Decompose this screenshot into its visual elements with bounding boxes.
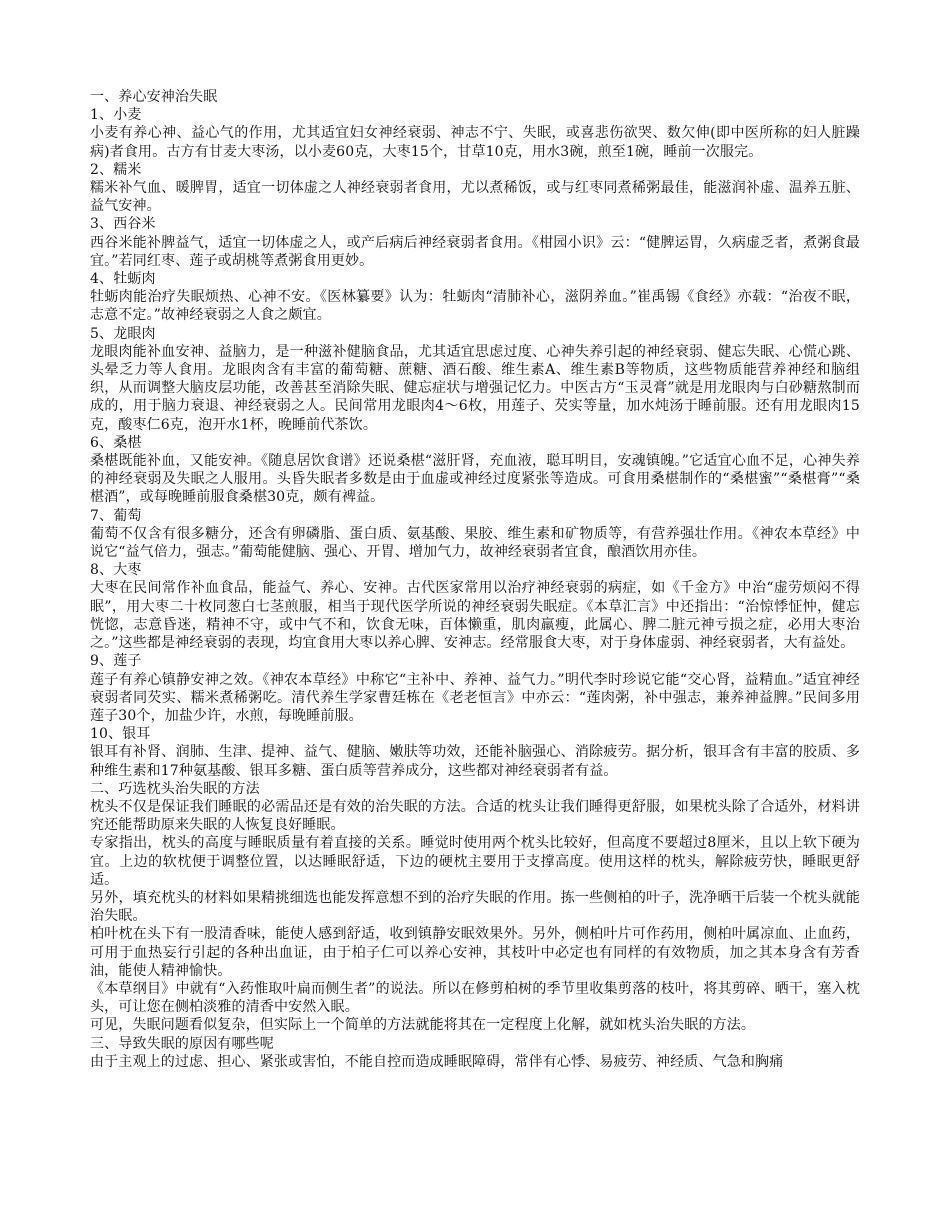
paragraph-bencao-gangmu: 《本草纲目》中就有“入药惟取叶扁而侧生者”的说法。所以在修剪柏树的季节里收集剪落的枝叶，将其剪碎、晒干，塞入枕头，可让您在侧柏淡雅的清香中安然入眠。 [90, 980, 860, 1016]
paragraph-pillow-height: 专家指出，枕头的高度与睡眠质量有着直接的关系。睡觉时使用两个枕头比较好，但高度不要超过8厘米，且以上软下硬为宜。上边的软枕便于调整位置，以达睡眠舒适，下边的硬枕主要用于支撑高度。使用这样的枕头，解除疲劳快，睡眠更舒适。 [90, 835, 860, 888]
paragraph-mulberry: 桑椹既能补血，又能安神。《随息居饮食谱》还说桑椹“滋肝肾，充血液，聪耳明目，安魂镇魄。”它适宜心血不足，心神失养的神经衰弱及失眠之人服用。头昏失眠者多数是由于血虚或神经过度紧张等造成。可食用桑椹制作的“桑椹蜜”“桑椹膏”“桑椹酒”，或每晚睡前服食桑椹30克，颇有裨益。 [90, 453, 860, 506]
paragraph-causes: 由于主观上的过虑、担心、紧张或害怕，不能自控而造成睡眠障碍，常伴有心悸、易疲劳、神经质、气急和胸痛 [90, 1053, 784, 1070]
paragraph-wheat: 小麦有养心神、益心气的作用，尤其适宜妇女神经衰弱、神志不宁、失眠，或喜悲伤欲哭、数欠伸(即中医所称的妇人脏躁病)者食用。古方有甘麦大枣汤，以小麦60克，大枣15个，甘草10克，用水3碗，煎至1碗，睡前一次服完。 [90, 125, 860, 160]
item-heading-wheat: 1、小麦 [90, 107, 142, 124]
item-heading-longan: 5、龙眼肉 [90, 325, 156, 342]
paragraph-tremella: 银耳有补肾、润肺、生津、提神、益气、健脑、嫩肤等功效，还能补脑强心、消除疲劳。据分析，银耳含有丰富的胶质、多种维生素和17种氨基酸、银耳多糖、蛋白质等营养成分，这些都对神经衰弱者有益。 [90, 744, 860, 779]
item-heading-grape: 7、葡萄 [90, 507, 142, 524]
paragraph-grape: 葡萄不仅含有很多糖分，还含有卵磷脂、蛋白质、氨基酸、果胶、维生素和矿物质等，有营养强壮作用。《神农本草经》中说它“益气倍力，强志。”葡萄能健脑、强心、开胃、增加气力，故神经衰弱者宜食，酿酒饮用亦佳。 [90, 525, 860, 561]
item-heading-sago: 3、西谷米 [90, 216, 156, 233]
paragraph-cypress-pillow: 柏叶枕在头下有一股清香味，能使人感到舒适，收到镇静安眠效果外。另外，侧柏叶片可作药用，侧柏叶属凉血、止血药，可用于血热妄行引起的各种出血证，由于柏子仁可以养心安神，其枝叶中必定也有同样的有效物质，加之其本身含有芳香油，能使人精神愉快。 [90, 926, 860, 979]
paragraph-lotus-seed: 莲子有养心镇静安神之效。《神农本草经》中称它“主补中、养神、益气力。”明代李时珍说它能“交心肾，益精血。”适宜神经衰弱者同芡实、糯米煮稀粥吃。清代养生学家曹廷栋在《老老恒言》中亦云：“莲肉粥，补中强志，兼养神益脾。”民间多用莲子30个，加盐少许，水煎，每晚睡前服。 [90, 671, 860, 724]
item-heading-jujube: 8、大枣 [90, 562, 142, 579]
section-heading-2: 二、巧选枕头治失眠的方法 [90, 780, 260, 797]
item-heading-oyster: 4、牡蛎肉 [90, 271, 156, 288]
paragraph-glutinous-rice: 糯米补气血、暖脾胃，适宜一切体虚之人神经衰弱者食用，尤以煮稀饭，或与红枣同煮稀粥最佳，能滋润补虚、温养五脏、益气安神。 [90, 180, 860, 215]
item-heading-glutinous-rice: 2、糯米 [90, 161, 142, 178]
item-heading-mulberry: 6、桑椹 [90, 434, 142, 451]
paragraph-pillow-intro: 枕头不仅是保证我们睡眠的必需品还是有效的治失眠的方法。合适的枕头让我们睡得更舒服，如果枕头除了合适外，材料讲究还能帮助原来失眠的人恢复良好睡眠。 [90, 798, 860, 834]
paragraph-jujube: 大枣在民间常作补血食品，能益气、养心、安神。古代医家常用以治疗神经衰弱的病症，如《千金方》中治“虚劳烦闷不得眠”，用大枣二十枚同葱白七茎煎服，相当于现代医学所说的神经衰弱失眠症。《本草汇言》中还指出：“治惊悸怔忡，健忘恍惚，志意昏迷，精神不守，或中气不和，饮食无味，百体懒重，肌肉羸瘦，此属心、脾二脏元神亏损之症，必用大枣治之。”这些都是神经衰弱的表现，均宜食用大枣以养心脾、安神志。经常服食大枣，对于身体虚弱、神经衰弱者，大有益处。 [90, 580, 860, 652]
paragraph-pillow-filling: 另外，填充枕头的材料如果精挑细选也能发挥意想不到的治疗失眠的作用。拣一些侧柏的叶子，洗净晒干后装一个枕头就能治失眠。 [90, 889, 860, 925]
item-heading-tremella: 10、银耳 [90, 726, 151, 743]
section-heading-3: 三、导致失眠的原因有哪些呢 [90, 1035, 274, 1052]
item-heading-lotus-seed: 9、莲子 [90, 653, 142, 670]
paragraph-longan: 龙眼肉能补血安神、益脑力，是一种滋补健脑食品，尤其适宜思虑过度、心神失养引起的神经衰弱、健忘失眠、心慌心跳、头晕乏力等人食用。龙眼肉含有丰富的葡萄糖、蔗糖、酒石酸、维生素A、维生素B等物质，这些物质能营养神经和脑组织，从而调整大脑皮层功能，改善甚至消除失眠、健忘症状与增强记忆力。中医古方“玉灵膏”就是用龙眼肉与白砂糖熬制而成的，用于脑力衰退、神经衰弱之人。民间常用龙眼肉4～6枚，用莲子、芡实等量，加水炖汤于睡前服。还有用龙眼肉15克，酸枣仁6克，泡开水1杯，晚睡前代茶饮。 [90, 343, 860, 433]
paragraph-oyster: 牡蛎肉能治疗失眠烦热、心神不安。《医林纂要》认为：牡蛎肉“清肺补心，滋阴养血。”崔禹锡《食经》亦载：“治夜不眠，志意不定。”故神经衰弱之人食之颇宜。 [90, 289, 860, 324]
section-heading-1: 一、养心安神治失眠 [90, 89, 218, 105]
paragraph-sago: 西谷米能补脾益气，适宜一切体虚之人，或产后病后神经衰弱者食用。《柑园小识》云：“健脾运胃，久病虚乏者，煮粥食最宜。”若同红枣、莲子或胡桃等煮粥食用更妙。 [90, 234, 860, 269]
paragraph-pillow-conclusion: 可见，失眠问题看似复杂，但实际上一个简单的方法就能将其在一定程度上化解，就如枕头治失眠的方法。 [90, 1017, 756, 1034]
